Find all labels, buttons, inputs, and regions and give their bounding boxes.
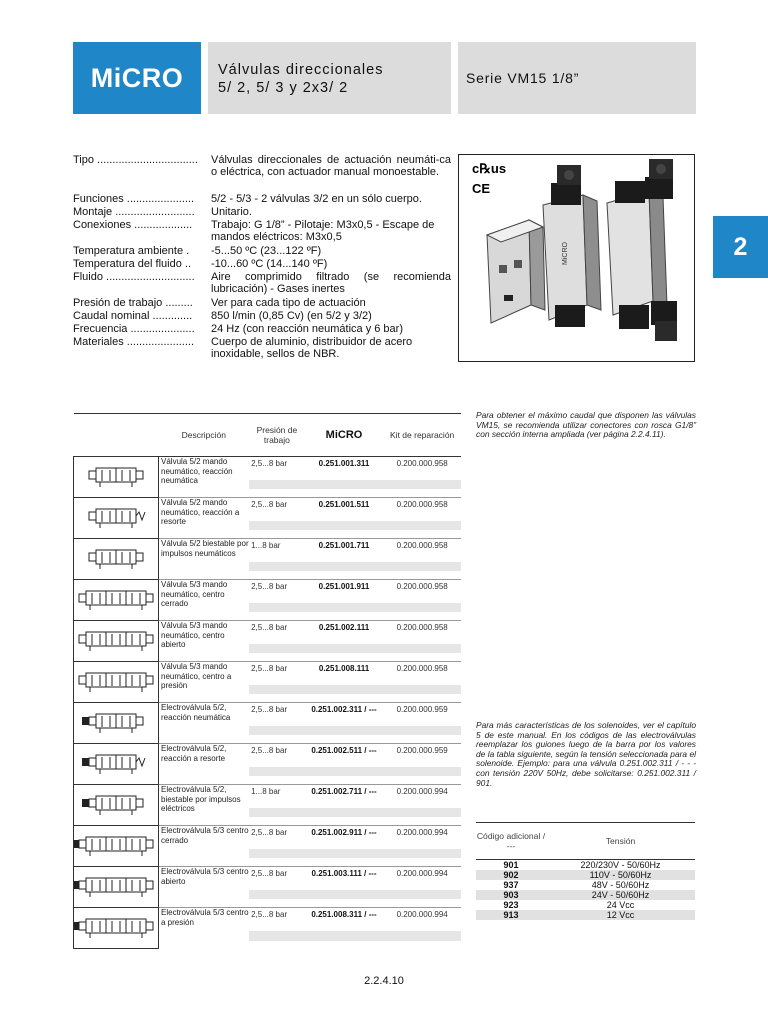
- spec-value: Válvulas direccionales de actuación neumáti-ca o eléctrica, con actuador manual monoestable.: [211, 154, 451, 179]
- tension-code: 913: [503, 910, 519, 920]
- row-pressure: 2,5...8 bar: [249, 498, 305, 514]
- ce-cert-mark: CE: [472, 181, 491, 196]
- serie-label: Serie VM15 1/8”: [466, 70, 580, 86]
- table-row: [74, 621, 462, 637]
- row-kit: 0.200.000.958: [383, 457, 461, 473]
- tension-row: [476, 860, 695, 871]
- spec-label: Materiales ......................: [73, 336, 195, 348]
- tension-row: [476, 890, 695, 900]
- row-description: Válvula 5/2 mando neumático, reacción a resorte: [159, 498, 250, 539]
- spec-label: Presión de trabajo .........: [73, 297, 193, 309]
- spec-label: Tipo .................................: [73, 154, 198, 166]
- row-pressure: 2,5...8 bar: [249, 908, 305, 924]
- ur-cert-mark: c℞us: [472, 161, 507, 176]
- valve-symbol-icon: [74, 539, 159, 580]
- row-pressure: 2,5...8 bar: [249, 457, 305, 473]
- spec-value: 5/2 - 5/3 - 2 válvulas 3/2 en un sólo cuerpo.: [211, 193, 422, 205]
- row-kit: 0.200.000.958: [383, 498, 461, 514]
- row-kit: 0.200.000.994: [383, 826, 461, 842]
- serie-box: [458, 42, 696, 114]
- spec-value: Unitario.: [211, 206, 252, 218]
- table-row: [74, 539, 462, 555]
- tension-value: 12 Vcc: [606, 910, 635, 920]
- row-kit: 0.200.000.959: [383, 744, 461, 760]
- page-number: 2.2.4.10: [364, 975, 404, 987]
- tension-value: 24V - 50/60Hz: [591, 890, 650, 900]
- row-kit: 0.200.000.958: [383, 662, 461, 678]
- row-kit: 0.200.000.994: [383, 908, 461, 924]
- table-row: [74, 785, 462, 801]
- tension-row: [476, 870, 695, 880]
- row-code: 0.251.008.311 / ---: [305, 908, 384, 924]
- row-description: Electroválvula 5/2, biestable por impulsos eléctricos: [159, 785, 250, 826]
- tension-row: [476, 910, 695, 920]
- spec-label: Montaje ..........................: [73, 206, 195, 218]
- row-kit: 0.200.000.958: [383, 580, 461, 596]
- spec-label: Fluido .............................: [73, 271, 195, 283]
- valve-symbol-icon: [74, 703, 159, 744]
- chapter-tab: 2: [713, 216, 768, 278]
- row-pressure: 2,5...8 bar: [249, 867, 305, 883]
- row-code: 0.251.008.111: [305, 662, 384, 678]
- spec-label: Caudal nominal .............: [73, 310, 193, 322]
- title-line2: 5/ 2, 5/ 3 y 2x3/ 2: [218, 80, 349, 96]
- table-row: [74, 498, 462, 514]
- spec-value: Cuerpo de aluminio, distribuidor de acero inoxidable, sellos de NBR.: [211, 336, 413, 361]
- row-description: Electroválvula 5/3 centro abierto: [159, 867, 250, 908]
- row-code: 0.251.001.711: [305, 539, 384, 555]
- tension-code: 923: [503, 900, 519, 910]
- tension-table: [476, 822, 695, 920]
- row-code: 0.251.001.311: [305, 457, 384, 473]
- valve-symbol-icon: [74, 744, 159, 785]
- row-code: 0.251.001.511: [305, 498, 384, 514]
- row-description: Válvula 5/2 mando neumático, reacción neumática: [159, 457, 250, 498]
- row-description: Válvula 5/3 mando neumático, centro a presión: [159, 662, 250, 703]
- row-description: Electroválvula 5/3 centro cerrado: [159, 826, 250, 867]
- row-description: Electroválvula 5/2, reacción a resorte: [159, 744, 250, 785]
- tension-value: 24 Vcc: [606, 900, 635, 910]
- valve-table: [73, 413, 461, 949]
- row-pressure: 2,5...8 bar: [249, 580, 305, 596]
- note-flow: Para obtener el máximo caudal que disponen las válvulas VM15, se recomienda utilizar conectores con rosca G1/8” con sección interna ampliada (ver página 2.2.4.11).: [476, 410, 696, 440]
- brand-logo: MiCRO: [90, 63, 184, 93]
- table-row: [74, 826, 462, 842]
- tension-header-row: [476, 823, 695, 860]
- title-line1: Válvulas direccionales: [218, 62, 384, 78]
- title-box: [208, 42, 451, 114]
- table-row: [74, 457, 462, 473]
- row-pressure: 1...8 bar: [249, 785, 305, 801]
- tension-code: 937: [503, 880, 519, 890]
- row-kit: 0.200.000.958: [383, 539, 461, 555]
- table-header-row: [74, 414, 462, 457]
- tension-code: 902: [503, 870, 519, 880]
- logo-box: [73, 42, 201, 114]
- row-pressure: 2,5...8 bar: [249, 703, 305, 719]
- col-header-kit: Kit de reparación: [383, 414, 461, 457]
- valve-symbol-icon: [74, 662, 159, 703]
- row-pressure: 2,5...8 bar: [249, 621, 305, 637]
- row-code: 0.251.003.111 / ---: [305, 867, 384, 883]
- valve-symbol-icon: [74, 867, 159, 908]
- row-code: 0.251.002.511 / ---: [305, 744, 384, 760]
- spec-value: Ver para cada tipo de actuación: [211, 297, 366, 309]
- tension-header-voltage: Tensión: [546, 823, 695, 860]
- spec-label: Temperatura ambiente .: [73, 245, 190, 257]
- note-solenoid: Para más características de los solenoides, ver el capítulo 5 de este manual. En los códigos de las electroválvulas reemplazar los guiones luego de la barra por los valores de la tabla siguiente, según la tensión seleccionada para el solenoide. Ejemplo: para una válvula 0.251.002.311 / - - - con tensión 220V 50Hz, debe solicitarse: 0.251.002.311 / 901.: [476, 720, 696, 788]
- row-code: 0.251.001.911: [305, 580, 384, 596]
- tension-value: 48V - 50/60Hz: [591, 880, 650, 890]
- row-code: 0.251.002.311 / ---: [305, 703, 384, 719]
- spec-value: -10...60 ºC (14...140 ºF): [211, 258, 328, 270]
- tension-row: [476, 880, 695, 890]
- tension-header-code: Código adicional / ---: [476, 823, 546, 860]
- row-kit: 0.200.000.958: [383, 621, 461, 637]
- row-description: Válvula 5/3 mando neumático, centro abierto: [159, 621, 250, 662]
- col-header-brand: MiCRO: [305, 414, 384, 457]
- tension-code: 903: [503, 890, 519, 900]
- valve-symbol-icon: [74, 826, 159, 867]
- product-photo: [458, 154, 695, 362]
- row-description: Válvula 5/3 mando neumático, centro cerrado: [159, 580, 250, 621]
- valve-symbol-icon: [74, 457, 159, 498]
- table-row: [74, 867, 462, 883]
- col-header-description: Descripción: [159, 414, 250, 457]
- spec-value: Trabajo: G 1/8” - Pilotaje: M3x0,5 - Escape de mandos eléctricos: M3x0,5: [211, 219, 435, 244]
- valve-symbol-icon: [74, 498, 159, 539]
- table-row: [74, 662, 462, 678]
- tension-value: 220/230V - 50/60Hz: [580, 860, 661, 870]
- row-pressure: 1...8 bar: [249, 539, 305, 555]
- valve-illustration: [459, 155, 694, 361]
- spec-value: 24 Hz (con reacción neumática y 6 bar): [211, 323, 403, 335]
- table-row: [74, 580, 462, 596]
- row-pressure: 2,5...8 bar: [249, 826, 305, 842]
- tension-value: 110V - 50/60Hz: [589, 870, 652, 880]
- row-pressure: 2,5...8 bar: [249, 662, 305, 678]
- col-header-pressure: Presión de trabajo: [249, 414, 305, 457]
- valve-brand-label: MiCRO: [562, 242, 569, 265]
- table-row: [74, 744, 462, 760]
- valve-symbol-icon: [74, 580, 159, 621]
- table-row: [74, 703, 462, 719]
- spec-label: Conexiones ...................: [73, 219, 193, 231]
- row-kit: 0.200.000.959: [383, 703, 461, 719]
- row-description: Electroválvula 5/3 centro a presión: [159, 908, 250, 949]
- spec-label: Funciones ......................: [73, 193, 195, 205]
- valve-symbol-icon: [74, 785, 159, 826]
- row-description: Electroválvula 5/2, reacción neumática: [159, 703, 250, 744]
- row-code: 0.251.002.911 / ---: [305, 826, 384, 842]
- tension-row: [476, 900, 695, 910]
- spec-value: Aire comprimido filtrado (se recomienda lubricación) - Gases inertes: [211, 271, 451, 296]
- spec-value: 850 l/min (0,85 Cv) (en 5/2 y 3/2): [211, 310, 372, 322]
- valve-symbol-icon: [74, 621, 159, 662]
- valve-symbol-icon: [74, 908, 159, 949]
- row-kit: 0.200.000.994: [383, 867, 461, 883]
- tension-code: 901: [503, 860, 519, 870]
- spec-label: Frecuencia .....................: [73, 323, 195, 335]
- table-row: [74, 908, 462, 924]
- row-kit: 0.200.000.994: [383, 785, 461, 801]
- spec-label: Temperatura del fluido ..: [73, 258, 192, 270]
- row-code: 0.251.002.711 / ---: [305, 785, 384, 801]
- row-description: Válvula 5/2 biestable por impulsos neumáticos: [159, 539, 250, 580]
- row-pressure: 2,5...8 bar: [249, 744, 305, 760]
- spec-value: -5...50 ºC (23...122 ºF): [211, 245, 322, 257]
- row-code: 0.251.002.111: [305, 621, 384, 637]
